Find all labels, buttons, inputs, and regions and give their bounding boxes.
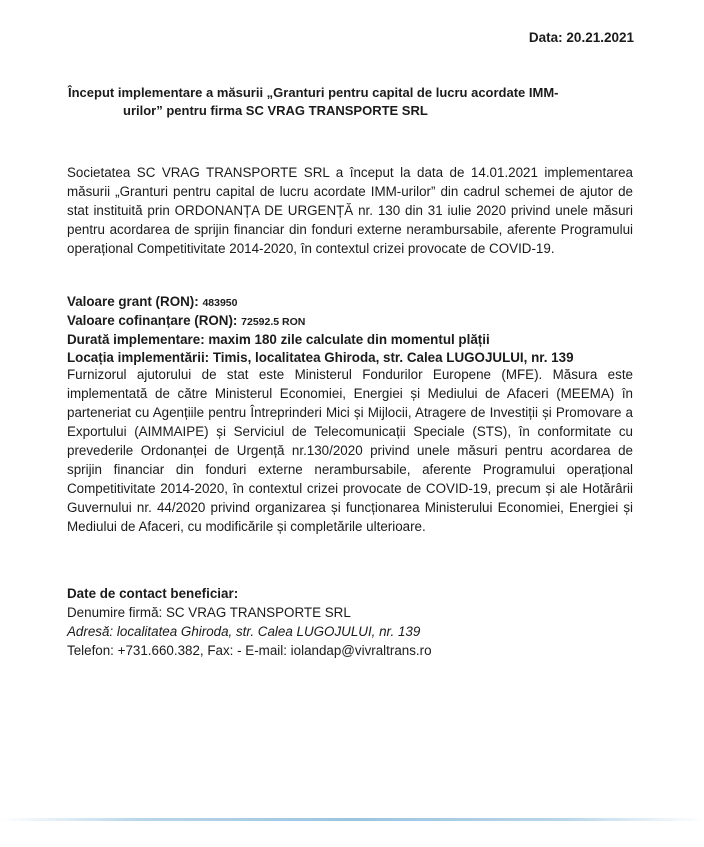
grant-value-label: Valoare grant (RON):: [67, 294, 199, 309]
intro-paragraph: Societatea SC VRAG TRANSPORTE SRL a început la data de 14.01.2021 implementarea măsurii „Granturi pentru capital de lucru acordate IMM-urilor” din cadrul schemei de ajutor de stat instituită prin ORDONANȚA DE URGENȚĂ nr. 130 din 31 iulie 2020 privind unele măsuri pentru acordarea de sprijin financiar din fonduri externe nerambursabile, aferente Programului operațional Competitivitate 2014-2020, în contextul crizei provocate de COVID-19.: [67, 165, 633, 256]
body-paragraph: Furnizorul ajutorului de stat este Ministerul Fondurilor Europene (MFE). Măsura este implementată de către Ministerul Economiei, Energiei și Mediului de Afaceri (MEEMA) în parteneriat cu Agențiile pentru Întreprinderi Mici și Mijlocii, Atragere de Investiții și Promovare a Exportului (AIMMAIPE) și Serviciul de Telecomunicații Speciale (STS), în conformitate cu prevederile Ordonanței de Urgență nr.130/2020 privind unele măsuri pentru acordarea de sprijin financiar din fonduri externe nerambursabile, aferente Programului operațional Competitivitate 2014-2020, în contextul crizei provocate de COVID-19, precum și ale Hotărârii Guvernului nr. 44/2020 privind organizarea și funcționarea Ministerului Economiei, Energiei și Mediului de Afaceri, cu modificările și completările ulterioare.: [67, 367, 633, 534]
title-line-1: Început implementare a măsurii „Granturi pentru capital de lucru acordate IMM-: [68, 85, 559, 100]
document-title: [68, 84, 588, 120]
cofinancing-value: 72592.5 RON: [241, 316, 306, 328]
cofinancing-label: Valoare cofinanțare (RON):: [67, 313, 238, 328]
grant-details: [67, 293, 637, 367]
company-label: Denumire firmă:: [67, 605, 163, 620]
address-row: [67, 622, 627, 641]
address-label: Adresă:: [67, 624, 114, 639]
duration-row: Durată implementare: maxim 180 zile calculate din momentul plății: [67, 332, 490, 347]
grant-value-row: [67, 293, 637, 312]
cofinancing-row: [67, 312, 637, 331]
contact-block: [67, 584, 627, 660]
grant-value: 483950: [202, 297, 238, 309]
title-line-2: urilor” pentru firma SC VRAG TRANSPORTE SRL: [123, 103, 428, 118]
footer-divider: [0, 818, 704, 821]
address-value: localitatea Ghiroda, str. Calea LUGOJULUI, nr. 139: [116, 624, 421, 639]
company-name: SC VRAG TRANSPORTE SRL: [165, 605, 351, 620]
contact-heading: Date de contact beneficiar:: [67, 586, 239, 601]
phone-email-row: Telefon: +731.660.382, Fax: - E-mail: iolandap@vivraltrans.ro: [67, 643, 432, 658]
location-row: Locația implementării: Timis, localitatea Ghiroda, str. Calea LUGOJULUI, nr. 139: [67, 350, 574, 365]
document-date: Data: 20.21.2021: [528, 30, 634, 45]
company-row: [67, 603, 627, 622]
